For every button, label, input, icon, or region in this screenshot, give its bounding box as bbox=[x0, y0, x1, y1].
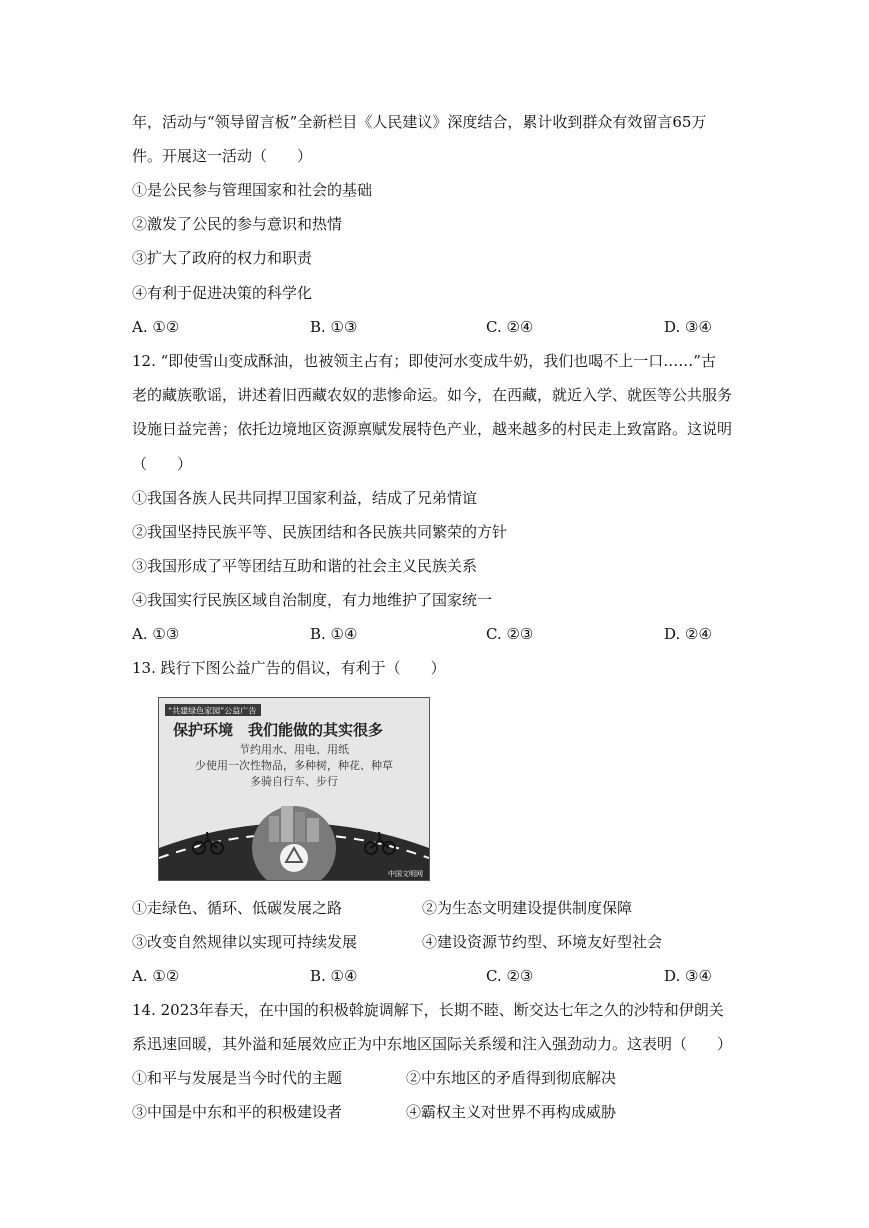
q12-item-4: ④我国实行民族区域自治制度，有力地维护了国家统一 bbox=[132, 591, 493, 609]
q14-stem-line1: 14. 2023年春天，在中国的积极斡旋调解下，长期不睦、断交达七年之久的沙特和伊朗关 bbox=[132, 1001, 724, 1019]
q11-option-d[interactable]: D. ③④ bbox=[664, 318, 712, 336]
q13-item-4: ④建设资源节约型、环境友好型社会 bbox=[422, 933, 663, 951]
public-service-ad-image bbox=[158, 697, 430, 881]
poster-line-2: 少使用一次性物品，多种树，种花、种草 bbox=[195, 759, 393, 772]
q14-item-1: ①和平与发展是当今时代的主题 bbox=[132, 1069, 343, 1087]
q12-option-c[interactable]: C. ②③ bbox=[486, 625, 534, 643]
q12-option-d[interactable]: D. ②④ bbox=[664, 625, 712, 643]
q12-stem-line2: 老的藏族歌谣，讲述着旧西藏农奴的悲惨命运。如今，在西藏，就近入学、就医等公共服务 bbox=[132, 386, 733, 404]
q11-option-c[interactable]: C. ②④ bbox=[486, 318, 534, 336]
recycle-icon bbox=[280, 844, 308, 872]
q13-item-1: ①走绿色、循环、低碳发展之路 bbox=[132, 899, 343, 917]
poster-line-1: 节约用水、用电、用纸 bbox=[239, 743, 349, 756]
q11-option-a[interactable]: A. ①② bbox=[132, 318, 180, 336]
q13-stem-line1: 13. 践行下图公益广告的倡议，有利于（ ） bbox=[132, 659, 446, 677]
q14-item-2: ②中东地区的矛盾得到彻底解决 bbox=[406, 1069, 617, 1087]
q13-option-b[interactable]: B. ①④ bbox=[310, 967, 358, 985]
q11-option-b[interactable]: B. ①③ bbox=[310, 318, 358, 336]
q11-item-4: ④有利于促进决策的科学化 bbox=[132, 284, 313, 302]
q12-item-3: ③我国形成了平等团结互助和谐的社会主义民族关系 bbox=[132, 557, 478, 575]
q14-item-4: ④霸权主义对世界不再构成威胁 bbox=[406, 1103, 617, 1121]
q13-option-a[interactable]: A. ①② bbox=[132, 967, 180, 985]
poster-line-3: 多骑自行车、步行 bbox=[250, 775, 338, 788]
q12-stem-line3: 设施日益完善；依托边境地区资源禀赋发展特色产业，越来越多的村民走上致富路。这说明 bbox=[132, 420, 733, 438]
poster-headline: 保护环境 我们能做的其实很多 bbox=[173, 721, 384, 739]
q11-item-2: ②激发了公民的参与意识和热情 bbox=[132, 215, 343, 233]
q12-option-b[interactable]: B. ①④ bbox=[310, 625, 358, 643]
q12-item-1: ①我国各族人民共同捍卫国家利益，结成了兄弟情谊 bbox=[132, 489, 478, 507]
q13-item-3: ③改变自然规律以实现可持续发展 bbox=[132, 933, 358, 951]
q12-stem-line1: 12. “即使雪山变成酥油，也被领主占有；即使河水变成牛奶，我们也喝不上一口……”古 bbox=[132, 352, 716, 370]
poster-credit: 中国文明网 bbox=[388, 870, 423, 878]
q12-stem-line4: （ ） bbox=[132, 455, 193, 473]
q14-stem-line2: 系迅速回暖，其外溢和延展效应正为中东地区国际关系缓和注入强劲动力。这表明（ ） bbox=[132, 1035, 733, 1053]
q11-stem-line1: 年，活动与“领导留言板”全新栏目《人民建议》深度结合，累计收到群众有效留言65万 bbox=[132, 113, 707, 131]
q11-item-1: ①是公民参与管理国家和社会的基础 bbox=[132, 181, 373, 199]
q12-option-a[interactable]: A. ①③ bbox=[132, 625, 180, 643]
q11-item-3: ③扩大了政府的权力和职责 bbox=[132, 249, 313, 267]
q11-stem-line2: 件。开展这一活动（ ） bbox=[132, 147, 313, 165]
q14-item-3: ③中国是中东和平的积极建设者 bbox=[132, 1103, 343, 1121]
q13-option-c[interactable]: C. ②③ bbox=[486, 967, 534, 985]
poster-tag: “共建绿色家园”公益广告 bbox=[168, 706, 257, 716]
q13-item-2: ②为生态文明建设提供制度保障 bbox=[422, 899, 633, 917]
q12-item-2: ②我国坚持民族平等、民族团结和各民族共同繁荣的方针 bbox=[132, 523, 508, 541]
q13-option-d[interactable]: D. ③④ bbox=[664, 967, 712, 985]
